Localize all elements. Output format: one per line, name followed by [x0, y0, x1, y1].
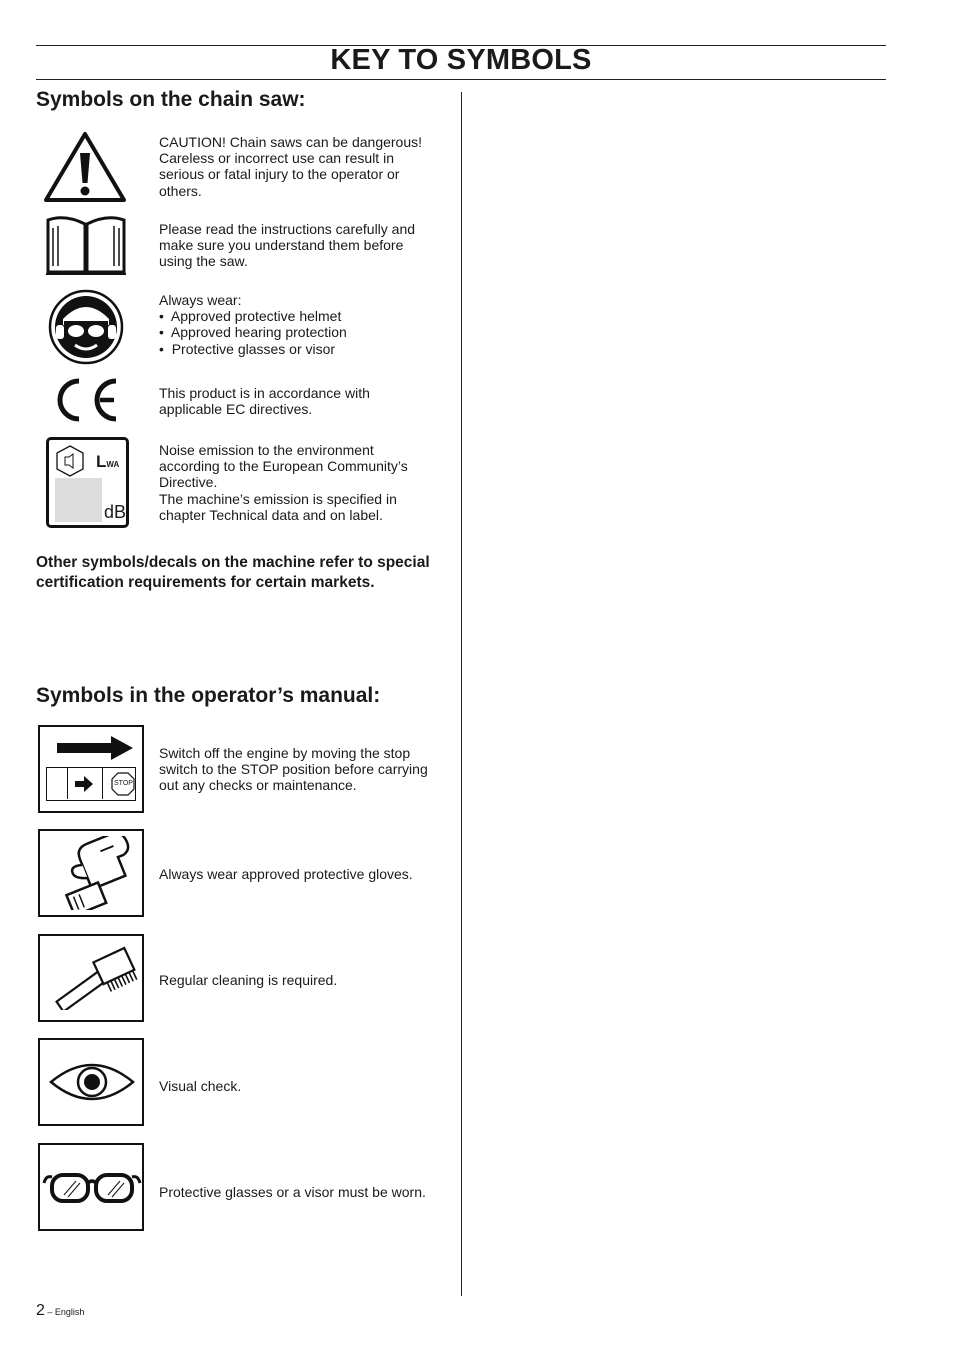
- eye-icon: [38, 1038, 144, 1126]
- ce-description: This product is in accordance with applicable EC directives.: [159, 385, 370, 418]
- brush-description: Regular cleaning is required.: [159, 972, 338, 988]
- helmet-protection-icon: [47, 289, 125, 365]
- manual-description: Please read the instructions carefully and make sure you understand them before using the saw.: [159, 221, 416, 270]
- noise-description: Noise emission to the environment according to the European Community’s Directive. The machine’s emission is specified in chapter Technical data and on label.: [159, 442, 408, 523]
- stop-label: STOP: [114, 780, 133, 787]
- cleaning-brush-icon: [38, 934, 144, 1022]
- protection-description: Always wear: • Approved protective helmet • Approved hearing protection • Protective glasses or visor: [159, 292, 449, 357]
- caution-description: CAUTION! Chain saws can be dangerous! Careless or incorrect use can result in serious or fatal injury to the operator or others.: [159, 134, 423, 199]
- language-label: – English: [44, 1307, 85, 1317]
- column-divider: [461, 92, 462, 1296]
- visual-check-description: Visual check.: [159, 1078, 242, 1094]
- lwa-label: LWA: [96, 452, 120, 471]
- gloves-description: Always wear approved protective gloves.: [159, 866, 413, 882]
- page-footer: [36, 1302, 84, 1320]
- db-label: dB: [104, 502, 127, 522]
- section-heading-chainsaw: Symbols on the chain saw:: [36, 88, 306, 111]
- title-rule: [36, 79, 886, 80]
- page-number: 2: [36, 1302, 45, 1319]
- bullet-item: • Approved hearing protection: [159, 324, 347, 341]
- warning-triangle-icon: [43, 131, 127, 203]
- value-field: [55, 478, 102, 522]
- manual-book-icon: [45, 216, 127, 276]
- protective-gloves-icon: [38, 829, 144, 917]
- bullet-item: • Approved protective helmet: [159, 308, 342, 325]
- stop-switch-icon: [38, 725, 144, 813]
- protective-glasses-icon: [38, 1143, 144, 1231]
- bullet-item: • Protective glasses or visor: [159, 340, 336, 357]
- noise-emission-icon: [46, 437, 129, 528]
- section-heading-manual: Symbols in the operator’s manual:: [36, 684, 381, 707]
- ce-mark-icon: [52, 376, 120, 424]
- speaker-icon: [55, 445, 85, 477]
- page-title: KEY TO SYMBOLS: [330, 44, 592, 76]
- glasses-description: Protective glasses or a visor must be worn.: [159, 1184, 426, 1200]
- certification-note: Other symbols/decals on the machine refer to special certification requirements for certain markets.: [36, 554, 430, 591]
- stop-description: Switch off the engine by moving the stop switch to the STOP position before carrying out any checks or maintenance.: [159, 745, 428, 794]
